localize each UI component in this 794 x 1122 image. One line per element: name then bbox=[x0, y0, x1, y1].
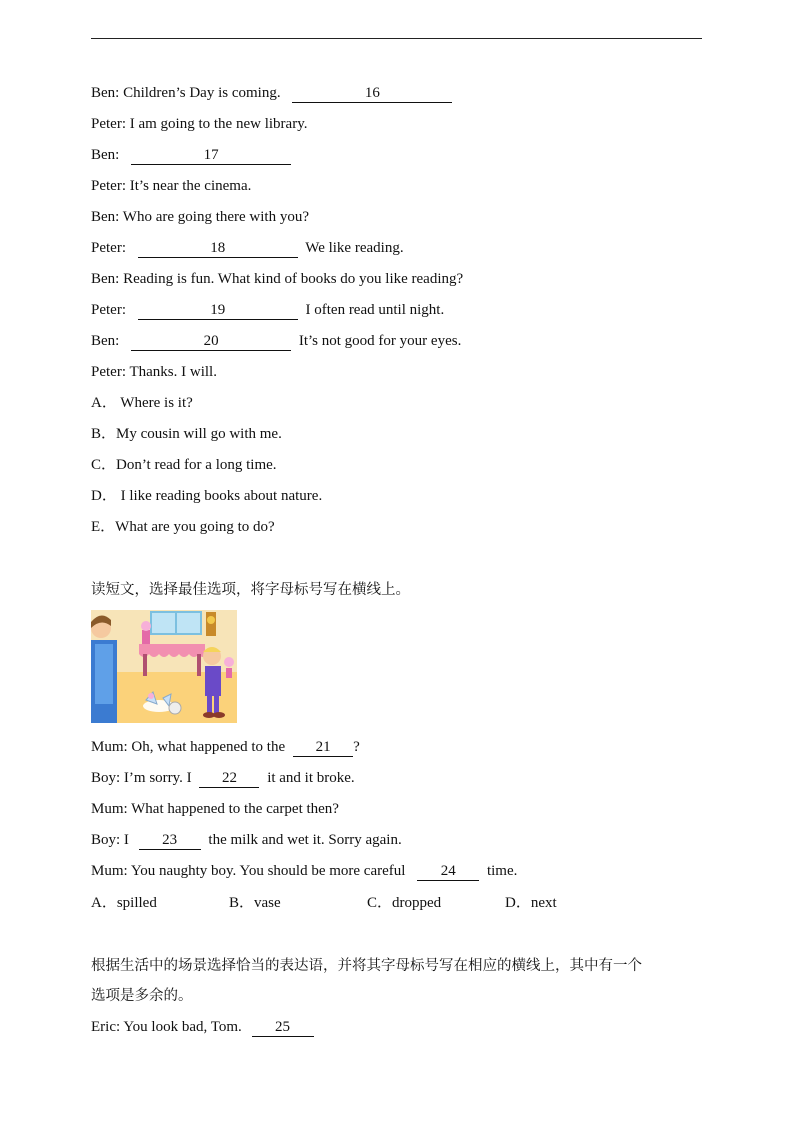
illustration-image bbox=[91, 610, 237, 723]
section3-instruction-line2: 选项是多余的。 bbox=[91, 988, 193, 1004]
answer-blank[interactable]: 18 bbox=[138, 239, 298, 258]
answer-blank[interactable]: 21 bbox=[293, 738, 353, 757]
section3-instruction-line1: 根据生活中的场景选择恰当的表达语，并将其字母标号写在相应的横线上，其中有一个 bbox=[91, 958, 642, 974]
story-line: Mum: What happened to the carpet then? bbox=[91, 801, 339, 817]
story-line: Mum: You naughty boy. You should be more careful 24 time. bbox=[91, 863, 518, 879]
option-d: D．next bbox=[505, 895, 557, 911]
dialog-line: Peter: 19 I often read until night. bbox=[91, 302, 445, 318]
answer-blank[interactable]: 19 bbox=[138, 301, 298, 320]
option-b: B．vase bbox=[229, 895, 281, 911]
story-line: Boy: I’m sorry. I 22 it and it broke. bbox=[91, 770, 355, 786]
answer-blank[interactable]: 24 bbox=[417, 862, 479, 881]
option-c: C．dropped bbox=[367, 895, 442, 911]
option-a: A． Where is it? bbox=[91, 395, 193, 411]
dialog-line: Ben: Children’s Day is coming. 16 bbox=[91, 83, 456, 103]
option-c: C．Don’t read for a long time. bbox=[91, 457, 277, 473]
dialog-line: Peter: I am going to the new library. bbox=[91, 116, 308, 132]
option-e: E．What are you going to do? bbox=[91, 519, 275, 535]
story-options bbox=[91, 893, 557, 913]
dialog-line: Peter: Thanks. I will. bbox=[91, 364, 217, 380]
dialog-line: Peter: It’s near the cinema. bbox=[91, 178, 252, 194]
answer-blank[interactable]: 17 bbox=[131, 146, 291, 165]
dialog-line: Ben: Reading is fun. What kind of books do you like reading? bbox=[91, 271, 464, 287]
dialog-line: Peter: 18 We like reading. bbox=[91, 240, 404, 256]
section2-instruction: 读短文，选择最佳选项，将字母标号写在横线上。 bbox=[91, 582, 410, 598]
story-line: Mum: Oh, what happened to the 21 ? bbox=[91, 739, 360, 755]
option-b: B．My cousin will go with me. bbox=[91, 426, 282, 442]
option-d: D． I like reading books about nature. bbox=[91, 488, 323, 504]
answer-blank[interactable]: 23 bbox=[139, 831, 201, 850]
header-rule bbox=[91, 38, 702, 39]
option-a: A．spilled bbox=[91, 895, 157, 911]
story-line: Boy: I 23 the milk and wet it. Sorry again. bbox=[91, 832, 402, 848]
answer-blank[interactable]: 20 bbox=[131, 332, 291, 351]
scene-line: Eric: You look bad, Tom. 25 bbox=[91, 1017, 318, 1037]
dialog-line: Ben: 20 It’s not good for your eyes. bbox=[91, 333, 462, 349]
answer-blank[interactable]: 25 bbox=[252, 1018, 314, 1037]
answer-blank[interactable]: 16 bbox=[292, 84, 452, 103]
dialog-line: Ben: 17 bbox=[91, 145, 295, 165]
answer-blank[interactable]: 22 bbox=[199, 769, 259, 788]
broken-vase-scene-image bbox=[91, 610, 237, 723]
dialog-line: Ben: Who are going there with you? bbox=[91, 209, 309, 225]
